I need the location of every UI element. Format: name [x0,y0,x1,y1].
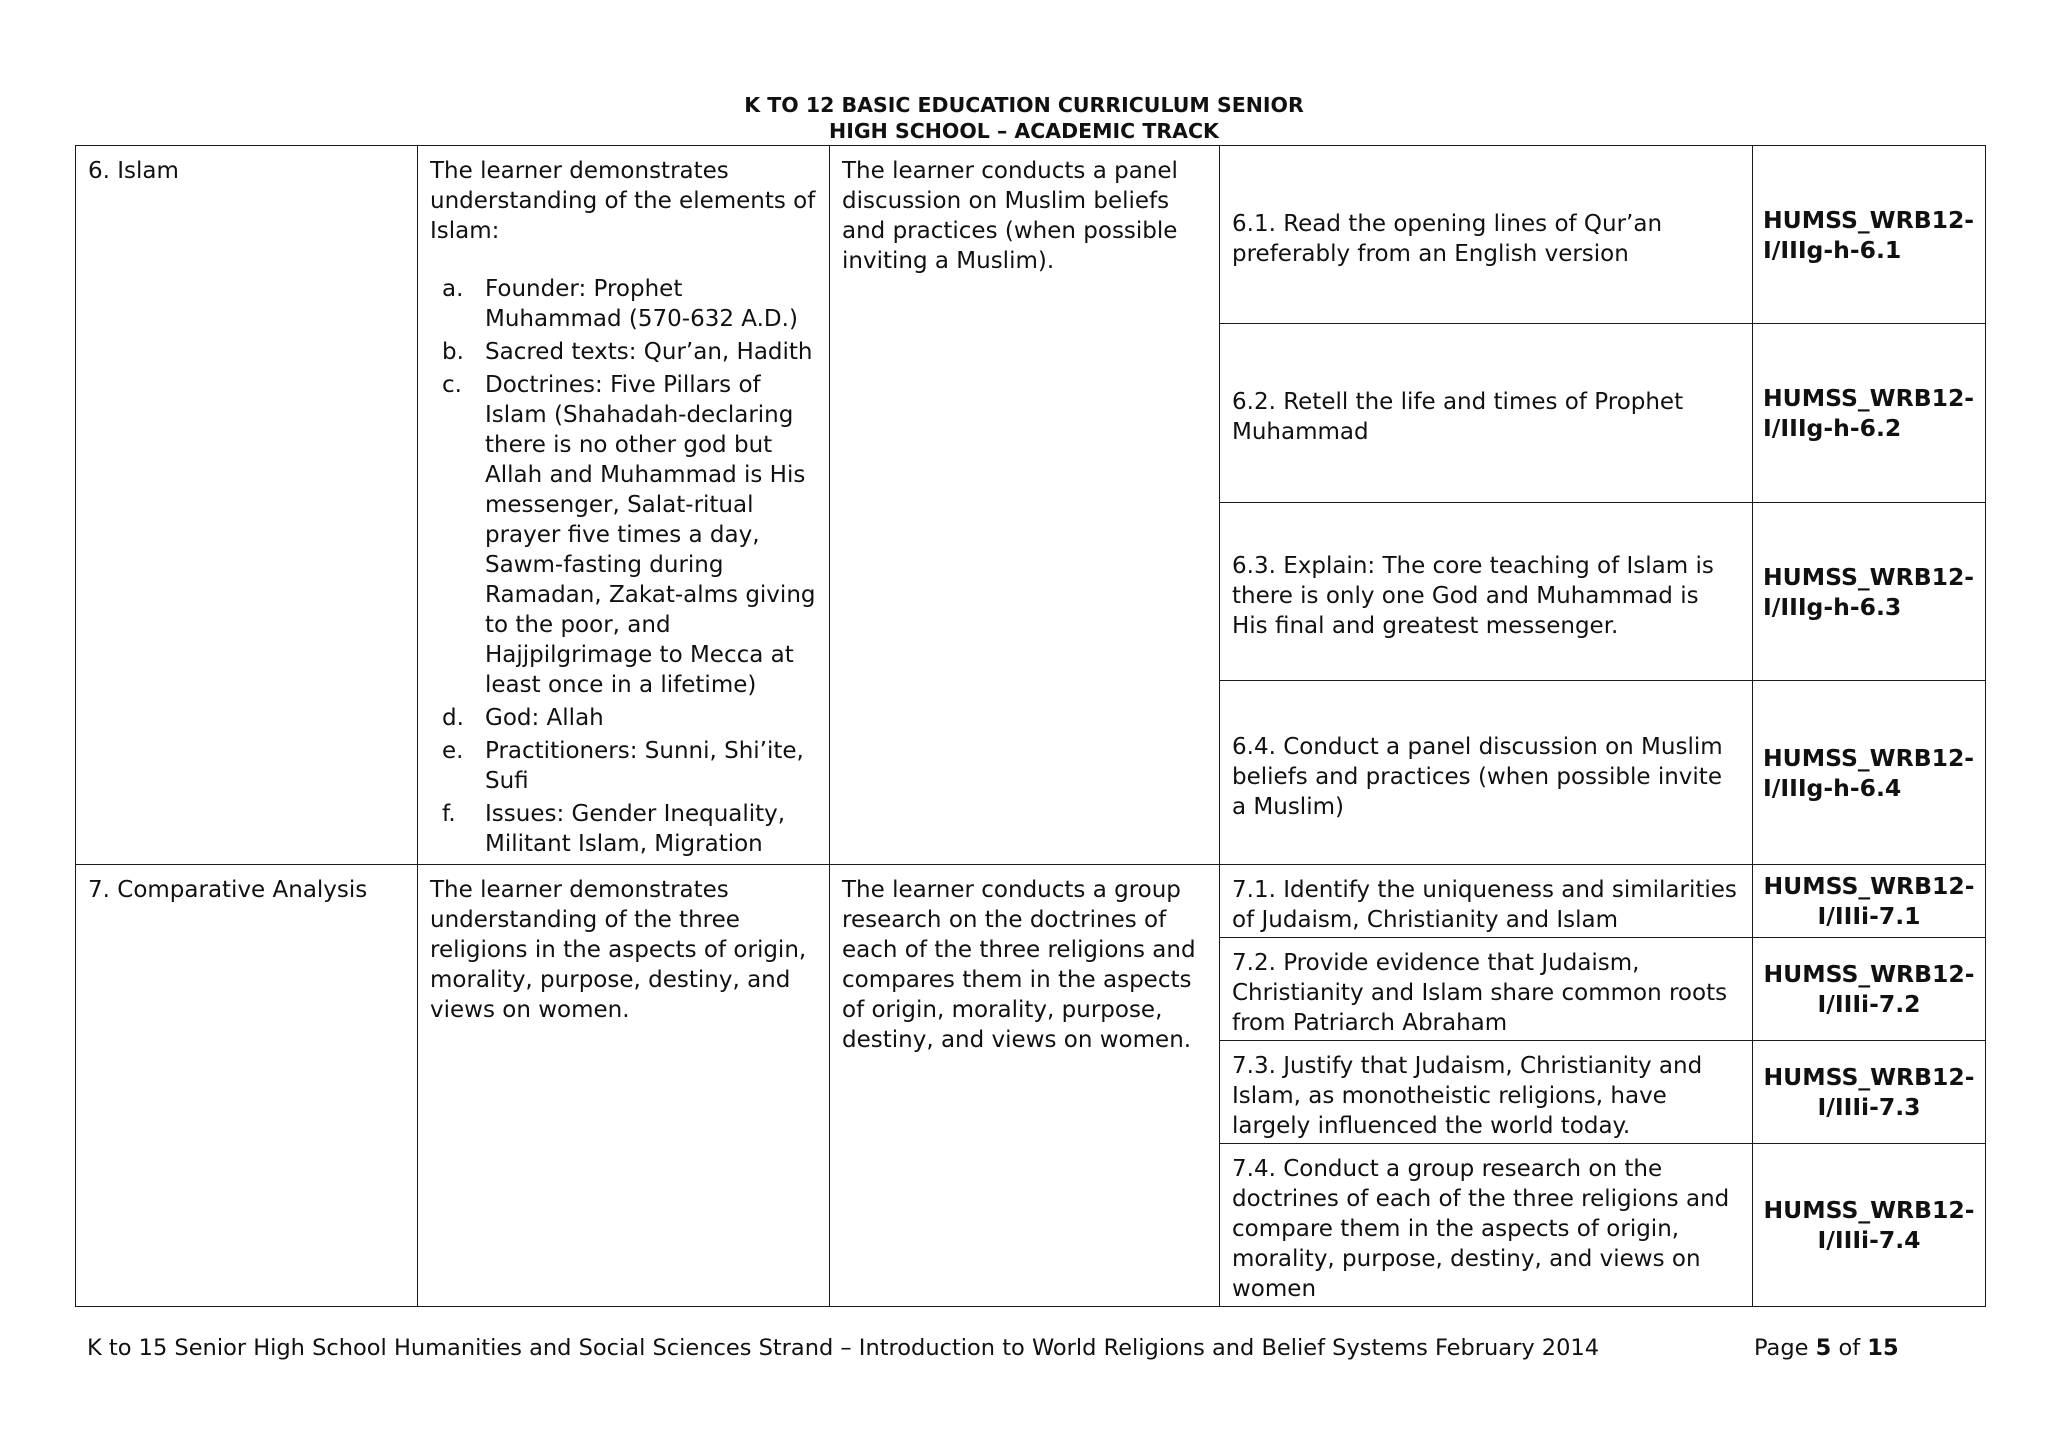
content-cell: 6. Islam [76,146,418,865]
footer-text: K to 15 Senior High School Humanities and Social Sciences Strand – Introduction to World Religions and Belief Systems February 2014 [87,1335,1600,1361]
standard-intro: The learner demonstrates understanding of the elements of Islam: [430,158,816,244]
competency-cell: 7.2. Provide evidence that Judaism, Christianity and Islam share common roots from Patriarch Abraham [1220,938,1753,1041]
list-item: a. Founder: Prophet Muhammad (570-632 A.D.) [442,276,798,332]
content-standard-cell: The learner demonstrates understanding of the three religions in the aspects of origin, morality, purpose, destiny, and views on women. [418,865,830,1307]
performance-standard-cell: The learner conducts a group research on the doctrines of each of the three religions and compares them in the aspects of origin, morality, purpose, destiny, and views on women. [830,865,1220,1307]
competency-cell: 7.4. Conduct a group research on the doctrines of each of the three religions and compare them in the aspects of origin, morality, purpose, destiny, and views on women [1220,1144,1753,1307]
header-line-1: K TO 12 BASIC EDUCATION CURRICULUM SENIOR [744,93,1304,117]
page-number: Page 5 of 15 [1754,1335,1899,1361]
competency-cell: 6.1. Read the opening lines of Qur’an preferably from an English version [1220,146,1753,324]
competency-cell: 7.3. Justify that Judaism, Christianity and Islam, as monotheistic religions, have largely influenced the world today. [1220,1041,1753,1144]
page-footer [87,1335,1899,1361]
competency-cell: 6.2. Retell the life and times of Prophet Muhammad [1220,324,1753,502]
table-row [76,146,1986,324]
code-cell: HUMSS_WRB12-I/IIIg-h-6.1 [1753,146,1986,324]
competency-cell: 6.4. Conduct a panel discussion on Muslim beliefs and practices (when possible invite a Muslim) [1220,681,1753,865]
performance-standard-cell: The learner conducts a panel discussion on Muslim beliefs and practices (when possible inviting a Muslim). [830,146,1220,865]
curriculum-table [75,145,1986,1307]
table-row [76,865,1986,938]
code-cell: HUMSS_WRB12-I/IIIg-h-6.2 [1753,324,1986,502]
list-item: c. Doctrines: Five Pillars of Islam (Shahadah-declaring there is no other god but Allah and Muhammad is His messenger, Salat-ritual prayer five times a day, Sawm-fasting during Ramadan, Zakat-alms giving to the poor, and Hajjpilgrimage to Mecca at least once in a lifetime) [442,372,816,698]
code-cell: HUMSS_WRB12-I/IIIg-h-6.3 [1753,502,1986,680]
list-item: b. Sacred texts: Qur’an, Hadith [442,339,813,365]
content-standard-cell [418,146,830,865]
competency-cell: 7.1. Identify the uniqueness and similarities of Judaism, Christianity and Islam [1220,865,1753,938]
content-cell: 7. Comparative Analysis [76,865,418,1307]
code-cell: HUMSS_WRB12-I/IIIi-7.1 [1753,865,1986,938]
list-item: d. God: Allah [442,705,604,731]
code-cell: HUMSS_WRB12-I/IIIi-7.4 [1753,1144,1986,1307]
code-cell: HUMSS_WRB12-I/IIIi-7.2 [1753,938,1986,1041]
document-header [0,92,2048,144]
header-line-2: HIGH SCHOOL – ACADEMIC TRACK [829,119,1219,143]
code-cell: HUMSS_WRB12-I/IIIi-7.3 [1753,1041,1986,1144]
code-cell: HUMSS_WRB12-I/IIIg-h-6.4 [1753,681,1986,865]
standard-list [430,274,817,859]
list-item: f. Issues: Gender Inequality, Militant Islam, Migration [442,801,786,857]
list-item: e. Practitioners: Sunni, Shi’ite, Sufi [442,738,804,794]
competency-cell: 6.3. Explain: The core teaching of Islam is there is only one God and Muhammad is His final and greatest messenger. [1220,502,1753,680]
